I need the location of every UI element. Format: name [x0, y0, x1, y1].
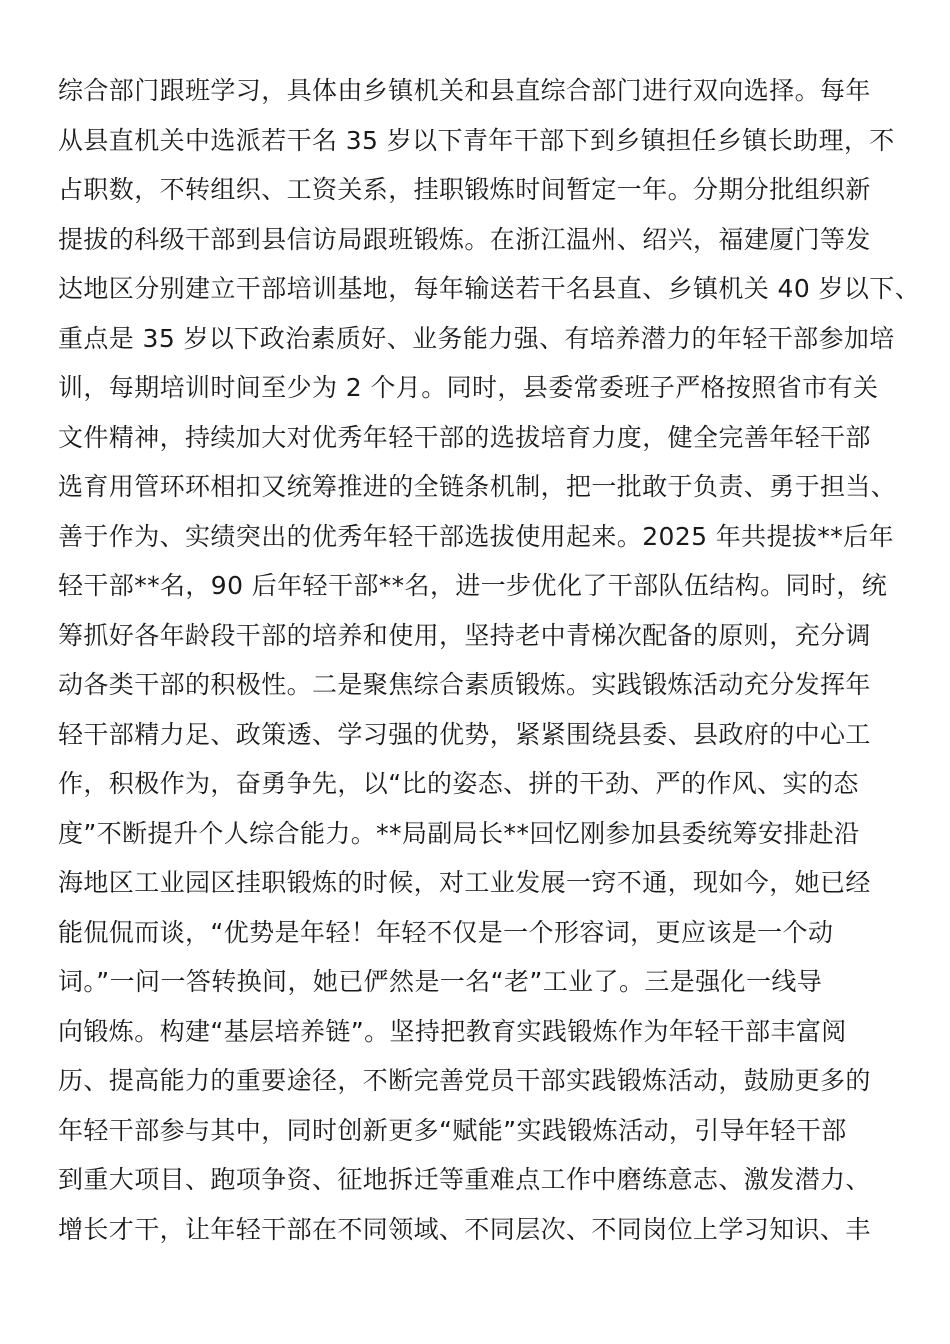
text-line: 文件精神，持续加大对优秀年轻干部的选拔培育力度，健全完善年轻干部	[58, 422, 871, 452]
text-line: 轻干部**名，90 后年轻干部**名，进一步优化了干部队伍结构。同时，统	[58, 571, 888, 600]
text-line: 向锻炼。构建“基层培养链”。坚持把教育实践锻炼作为年轻干部丰富阅	[58, 1016, 847, 1046]
text-line: 提拔的科级干部到县信访局跟班锻炼。在浙江温州、绍兴，福建厦门等发	[58, 224, 871, 254]
body-text	[58, 66, 938, 1254]
text-line: 训，每期培训时间至少为 2 个月。同时，县委常委班子严格按照省市有关	[58, 373, 879, 402]
text-line: 筹抓好各年龄段干部的培养和使用，坚持老中青梯次配备的原则，充分调	[58, 620, 871, 650]
text-line: 轻干部精力足、政策透、学习强的优势，紧紧围绕县委、县政府的中心工	[58, 719, 871, 749]
text-line: 选育用管环环相扣又统筹推进的全链条机制，把一批敢于负责、勇于担当、	[58, 472, 897, 501]
text-line: 从县直机关中选派若干名 35 岁以下青年干部下到乡镇担任乡镇长助理，不	[58, 125, 895, 155]
text-line: 年轻干部参与其中，同时创新更多“赋能”实践锻炼活动，引导年轻干部	[58, 1115, 847, 1145]
text-line: 占职数，不转组织、工资关系，挂职锻炼时间暂定一年。分期分批组织新	[58, 175, 871, 204]
text-line: 海地区工业园区挂职锻炼的时候，对工业发展一窍不通，现如今，她已经	[58, 868, 871, 897]
text-line: 度”不断提升个人综合能力。**局副局长**回忆刚参加县委统筹安排赴沿	[58, 818, 860, 848]
text-line: 到重大项目、跑项争资、征地拆迁等重难点工作中磨练意志、激发潜力、	[58, 1165, 871, 1194]
text-line: 重点是 35 岁以下政治素质好、业务能力强、有培养潜力的年轻干部参加培	[58, 323, 895, 353]
text-line: 达地区分别建立干部培训基地，每年输送若干名县直、乡镇机关 40 岁以下、	[58, 274, 921, 303]
text-line: 能侃侃而谈，“优势是年轻！年轻不仅是一个形容词，更应该是一个动	[58, 917, 834, 947]
text-line: 动各类干部的积极性。二是聚焦综合素质锻炼。实践锻炼活动充分发挥年	[58, 670, 871, 699]
text-line: 历、提高能力的重要途径，不断完善党员干部实践锻炼活动，鼓励更多的	[58, 1066, 871, 1095]
text-line: 综合部门跟班学习，具体由乡镇机关和县直综合部门进行双向选择。每年	[58, 76, 871, 105]
text-line: 增长才干，让年轻干部在不同领域、不同层次、不同岗位上学习知识、丰	[58, 1214, 871, 1244]
text-line: 词。”一问一答转换间，她已俨然是一名“老”工业了。三是强化一线导	[58, 967, 823, 996]
text-line: 作，积极作为，奋勇争先，以“比的姿态、拼的干劲、严的作风、实的态	[58, 769, 859, 798]
text-line: 善于作为、实绩突出的优秀年轻干部选拔使用起来。2025 年共提拔**后年	[58, 521, 894, 551]
